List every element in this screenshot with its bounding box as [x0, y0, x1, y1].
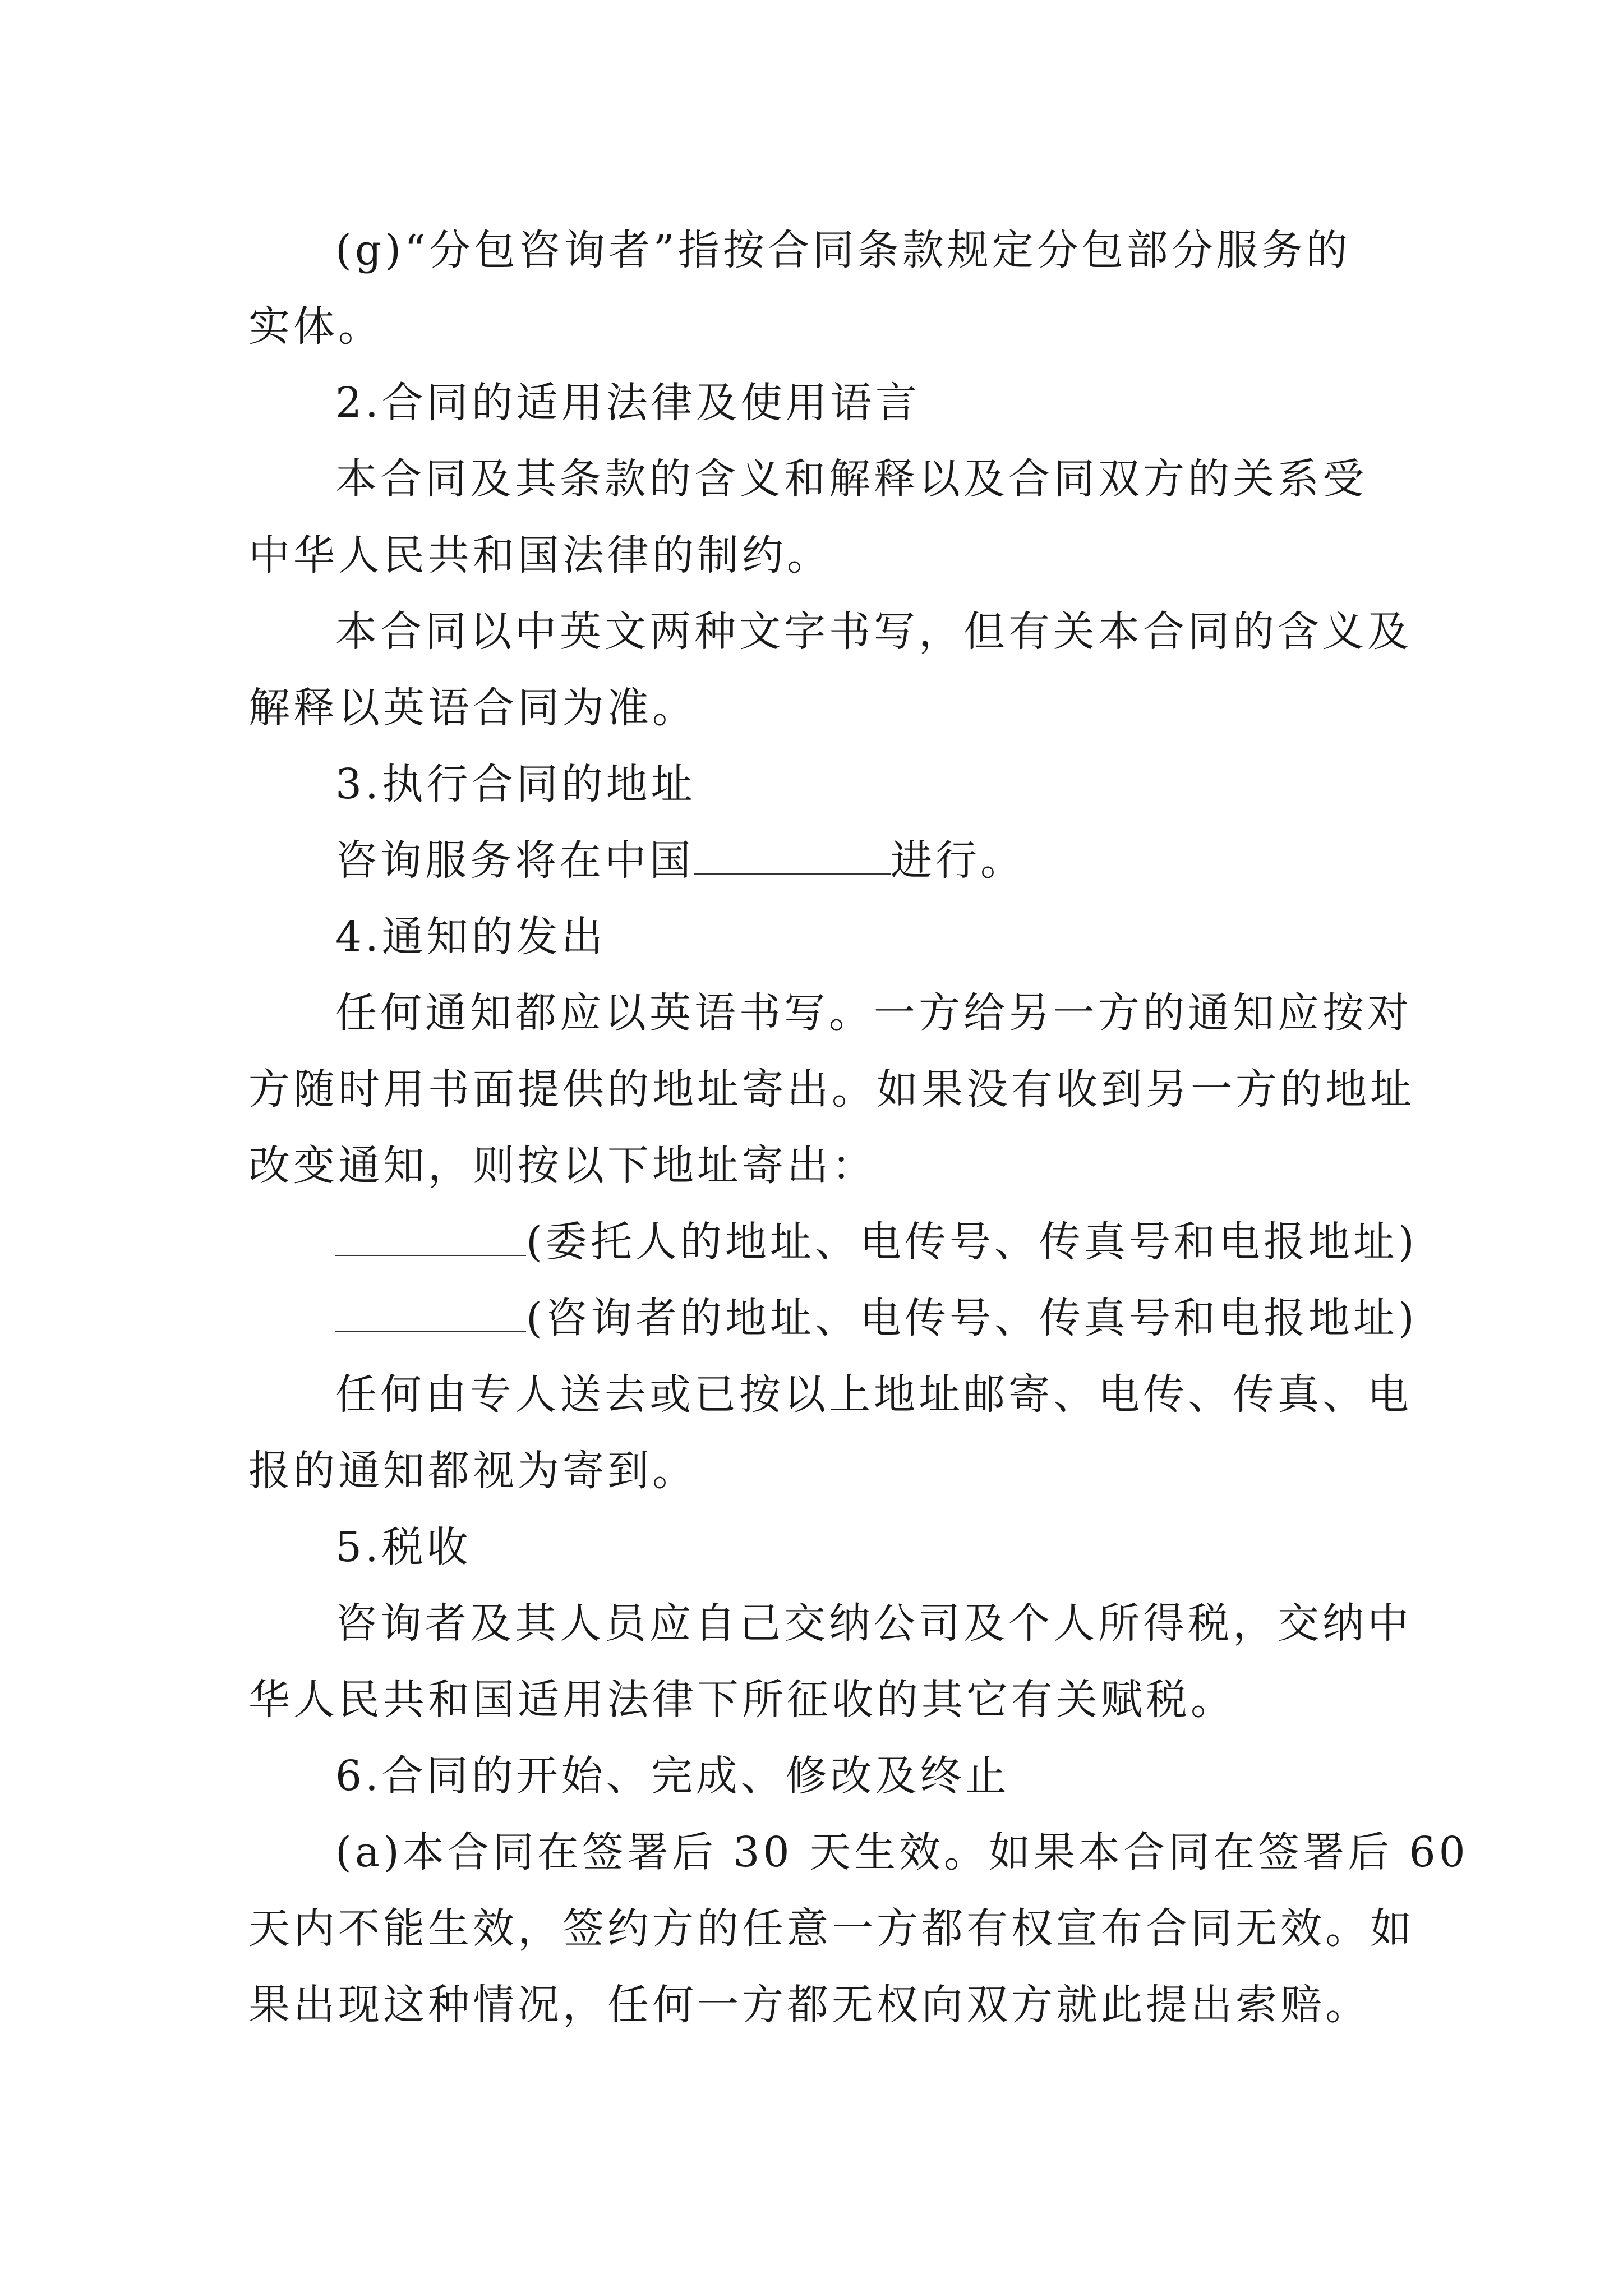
paragraph-text: 咨询服务将在中国: [335, 836, 694, 885]
paragraph-cont: 华人民共和国适用法律下所征收的其它有关赋税。: [248, 1676, 1235, 1724]
address-line-consultant: [248, 1280, 1418, 1356]
section-heading-5: 5.税收: [335, 1523, 472, 1571]
paragraph: 本合同及其条款的含义和解释以及合同双方的关系受: [335, 455, 1367, 503]
paragraph: 任何由专人送去或已按以上地址邮寄、电传、传真、电: [335, 1370, 1412, 1419]
fill-in-blank: [694, 839, 891, 875]
definition-g: (g)“分包咨询者”指按合同条款规定分包部分服务的: [335, 226, 1351, 274]
paragraph: 咨询者及其人员应自己交纳公司及个人所得税，交纳中: [335, 1599, 1412, 1648]
section-heading-2: 2.合同的适用法律及使用语言: [335, 379, 920, 427]
clause-a-cont: 果出现这种情况，任何一方都无权向双方就此提出索赔。: [248, 1981, 1370, 2029]
paragraph: 本合同以中英文两种文字书写，但有关本合同的含义及: [335, 608, 1412, 656]
paragraph: 任何通知都应以英语书写。一方给另一方的通知应按对: [335, 989, 1412, 1037]
paragraph-cont: 方随时用书面提供的地址寄出。如果没有收到另一方的地址: [248, 1065, 1415, 1114]
section-heading-4: 4.通知的发出: [335, 913, 606, 961]
clause-a-cont: 天内不能生效，签约方的任意一方都有权宣布合同无效。如: [248, 1904, 1415, 1953]
document-page: [248, 212, 1469, 2043]
fill-in-blank: [335, 1220, 526, 1256]
address-label: (咨询者的地址、电传号、传真号和电报地址): [526, 1294, 1418, 1342]
section-heading-3: 3.执行合同的地址: [335, 760, 696, 808]
paragraph-with-blank: [248, 822, 1393, 899]
paragraph-cont: 报的通知都视为寄到。: [248, 1447, 697, 1495]
paragraph-text: 进行。: [891, 836, 1025, 885]
paragraph-cont: 改变通知，则按以下地址寄出：: [248, 1142, 877, 1190]
section-heading-6: 6.合同的开始、完成、修改及终止: [335, 1752, 1010, 1800]
paragraph-cont: 解释以英语合同为准。: [248, 684, 697, 732]
clause-a: (a)本合同在签署后 30 天生效。如果本合同在签署后 60: [335, 1828, 1469, 1876]
fill-in-blank: [335, 1296, 526, 1332]
definition-g-cont: 实体。: [248, 302, 383, 351]
address-line-client: [248, 1204, 1418, 1280]
address-label: (委托人的地址、电传号、传真号和电报地址): [526, 1218, 1418, 1266]
paragraph-cont: 中华人民共和国法律的制约。: [248, 531, 832, 579]
